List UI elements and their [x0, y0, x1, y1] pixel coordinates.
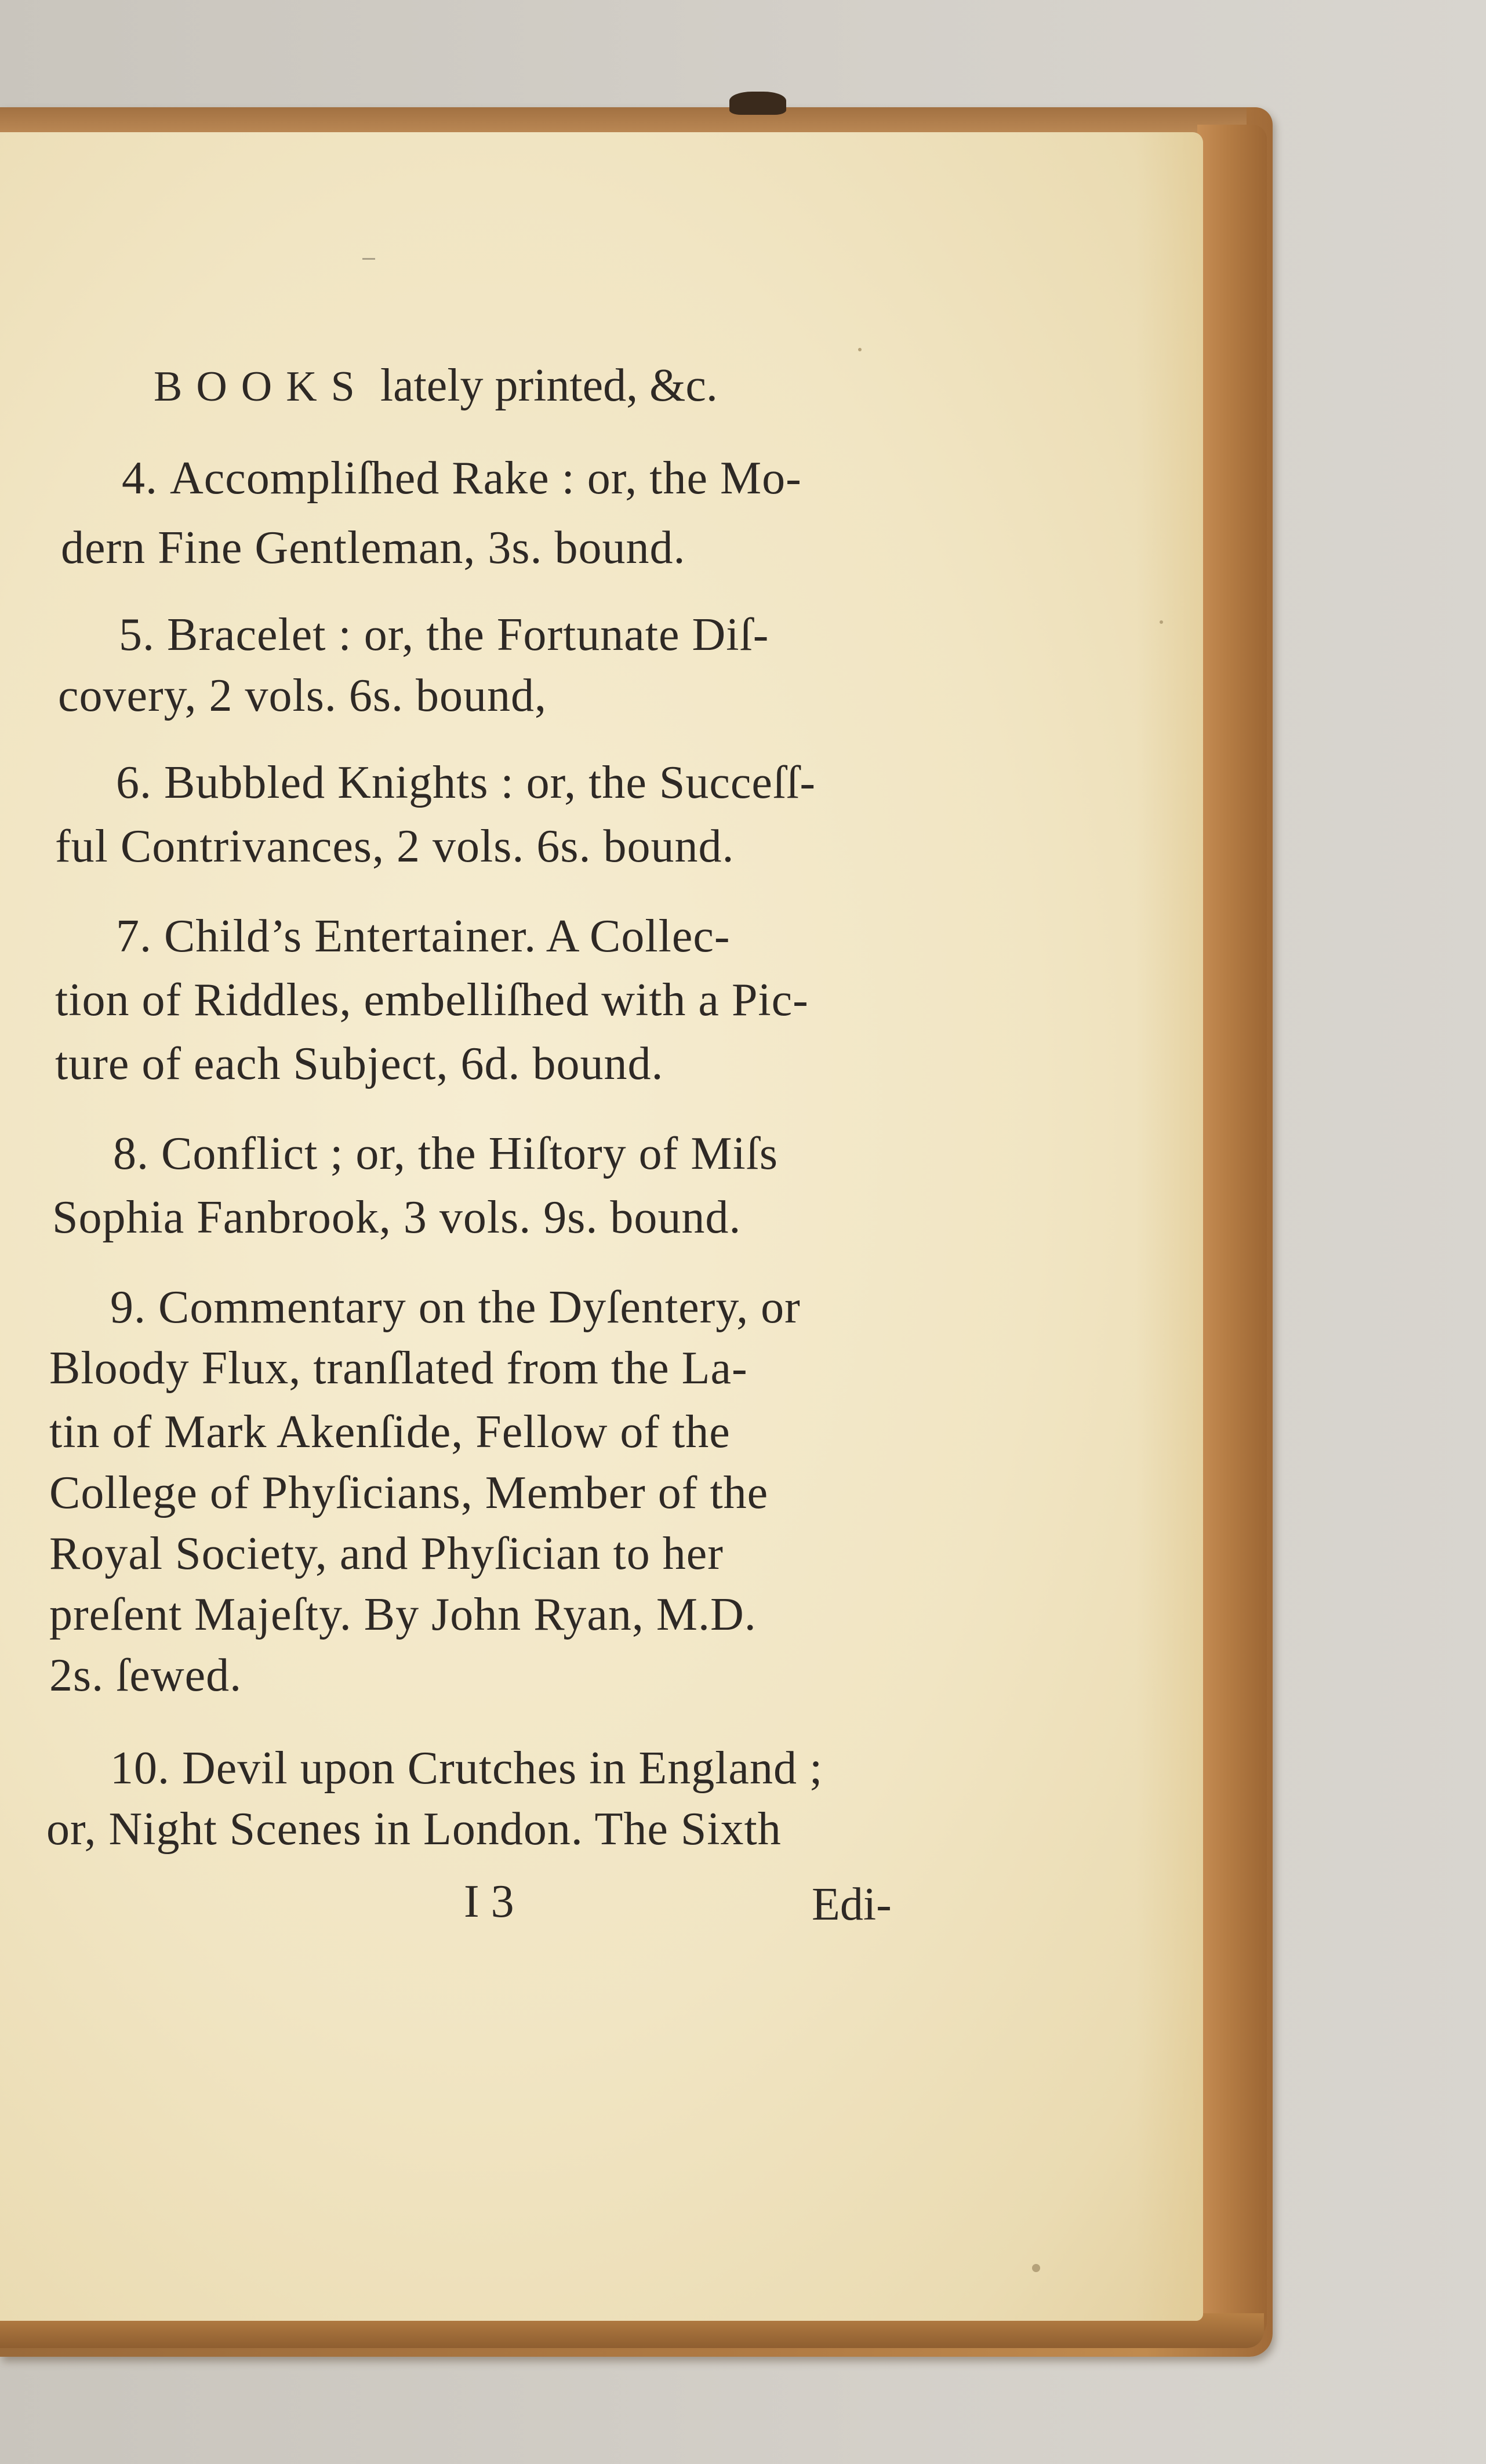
- entry-8-line-2: Sophia Fanbrook, 3 vols. 9s. bound.: [52, 1192, 742, 1243]
- page-heading: [154, 362, 718, 409]
- entry-6-line-1: 6. Bubbled Knights : or, the Succeſſ-: [116, 757, 816, 808]
- page-mark: [362, 258, 375, 260]
- entry-4-line-2: dern Fine Gentleman, 3s. bound.: [61, 522, 686, 573]
- entry-5-line-2: covery, 2 vols. 6s. bound,: [58, 670, 547, 721]
- entry-9-line-1: 9. Commentary on the Dyſentery, or: [110, 1282, 801, 1333]
- entry-9-line-7: 2s. ſewed.: [49, 1650, 242, 1701]
- book-cover-right-edge: [1197, 125, 1267, 2339]
- paper-speck: [1032, 2264, 1040, 2272]
- heading-caps: BOOKS: [154, 363, 369, 410]
- entry-6-line-2: ful Contrivances, 2 vols. 6s. bound.: [55, 821, 735, 872]
- entry-4-line-1: 4. Accompliſhed Rake : or, the Mo-: [122, 453, 802, 504]
- entry-9-line-4: College of Phyſicians, Member of the: [49, 1467, 769, 1518]
- paper-speck: [858, 348, 862, 351]
- entry-7-line-1: 7. Child’s Entertainer. A Collec-: [116, 911, 731, 962]
- entry-7-line-3: ture of each Subject, 6d. bound.: [55, 1038, 664, 1089]
- cover-clasp-mark: [729, 92, 786, 115]
- heading-rest: lately printed, &c.: [380, 360, 718, 411]
- page-gutter-shade: [1136, 132, 1203, 2321]
- signature-mark: I 3: [464, 1876, 514, 1927]
- catchword: Edi-: [812, 1879, 892, 1930]
- entry-9-line-6: preſent Majeſty. By John Ryan, M.D.: [49, 1589, 757, 1640]
- entry-10-line-2: or, Night Scenes in London. The Sixth: [46, 1804, 782, 1855]
- entry-9-line-2: Bloody Flux, tranſlated from the La-: [49, 1343, 748, 1394]
- paper-speck: [1160, 620, 1163, 624]
- entry-10-line-1: 10. Devil upon Crutches in England ;: [110, 1743, 823, 1794]
- entry-5-line-1: 5. Bracelet : or, the Fortunate Diſ-: [119, 609, 769, 660]
- entry-7-line-2: tion of Riddles, embelliſhed with a Pic-: [55, 975, 809, 1026]
- entry-9-line-5: Royal Society, and Phyſician to her: [49, 1528, 724, 1579]
- entry-8-line-1: 8. Conflict ; or, the Hiſtory of Miſs: [113, 1128, 779, 1179]
- entry-9-line-3: tin of Mark Akenſide, Fellow of the: [49, 1407, 731, 1458]
